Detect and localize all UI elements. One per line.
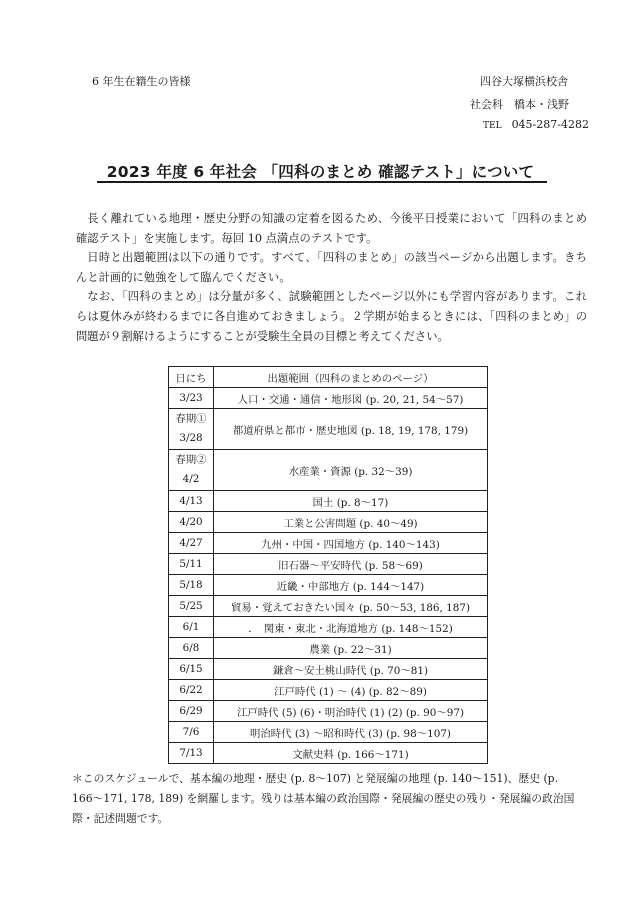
table-row xyxy=(169,743,488,764)
table-row xyxy=(169,659,488,680)
row-range: 江戸時代 (1) 〜 (4) (p. 82〜89) xyxy=(214,680,488,701)
row-date: 6/1 xyxy=(169,617,214,638)
table-row xyxy=(169,680,488,701)
recipient-line: 6 年生在籍生の皆様 xyxy=(92,75,191,88)
row-range: 文献史料 (p. 166〜171) xyxy=(214,743,488,764)
table-row xyxy=(169,638,488,659)
test-schedule-table xyxy=(168,366,488,764)
row-date: 5/11 xyxy=(169,554,214,575)
body-text xyxy=(76,209,599,346)
row-range: 旧石器〜平安時代 (p. 58〜69) xyxy=(214,554,488,575)
row-date-line1: 春期② xyxy=(175,454,207,466)
row-range: 九州・中国・四国地方 (p. 140〜143) xyxy=(214,533,488,554)
row-date: 5/18 xyxy=(169,575,214,596)
telephone-line xyxy=(483,118,589,131)
row-range: 鎌倉〜安土桃山時代 (p. 70〜81) xyxy=(214,659,488,680)
row-range: 農業 (p. 22〜31) xyxy=(214,638,488,659)
row-date: 6/29 xyxy=(169,701,214,722)
row-range: 近畿・中部地方 (p. 144〜147) xyxy=(214,575,488,596)
row-date: 7/6 xyxy=(169,722,214,743)
table-row xyxy=(169,554,488,575)
row-date: 3/23 xyxy=(169,388,214,409)
row-date-line2: 3/28 xyxy=(179,432,203,444)
table-header-row xyxy=(169,367,488,388)
row-date: 5/25 xyxy=(169,596,214,617)
row-date xyxy=(169,450,214,491)
row-range: 水産業・資源 (p. 32〜39) xyxy=(214,450,488,491)
table-row xyxy=(169,575,488,596)
row-range: 工業と公害問題 (p. 40〜49) xyxy=(214,512,488,533)
row-range: 国土 (p. 8〜17) xyxy=(214,491,488,512)
table-row xyxy=(169,722,488,743)
table-row xyxy=(169,450,488,491)
school-name: 四谷大塚横浜校舎 xyxy=(480,75,568,88)
table-row xyxy=(169,596,488,617)
row-date: 4/27 xyxy=(169,533,214,554)
table-row xyxy=(169,409,488,450)
body-paragraph-2: 日時と出題範囲は以下の通りです。すべて、「四科のまとめ」の該当ページから出題します。きちんと計画的に勉強をして臨んでください。 xyxy=(76,251,587,284)
title-underline xyxy=(97,181,547,183)
row-date xyxy=(169,409,214,450)
table-row xyxy=(169,701,488,722)
row-date: 6/22 xyxy=(169,680,214,701)
row-range: 明治時代 (3) 〜昭和時代 (3) (p. 98〜107) xyxy=(214,722,488,743)
row-range: 江戸時代 (5) (6)・明治時代 (1) (2) (p. 90〜97) xyxy=(214,701,488,722)
body-paragraph-3: なお、「四科のまとめ」は分量が多く、試験範囲としたページ以外にも学習内容があります。これらは夏休みが終わるまでに各自進めておきましょう。２学期が始まるときには、「四科のまとめ」の問題が９割解けるようにすることが受験生全員の目標と考えてください。 xyxy=(76,290,587,343)
row-range: 貿易・覚えておきたい国々 (p. 50〜53, 186, 187) xyxy=(214,596,488,617)
row-date: 7/13 xyxy=(169,743,214,764)
table-row xyxy=(169,512,488,533)
document-title: 2023 年度 6 年社会 「四科のまとめ 確認テスト」について xyxy=(106,163,535,181)
header-range: 出題範囲（四科のまとめのページ） xyxy=(214,367,488,388)
tel-label: TEL xyxy=(483,121,502,131)
body-paragraph-1: 長く離れている地理・歴史分野の知識の定着を図るため、今後平日授業において「四科のまとめ 確認テスト」を実施します。毎回 10 点満点のテストです。 xyxy=(76,212,599,245)
row-date: 4/13 xyxy=(169,491,214,512)
row-range: ． 関東・東北・北海道地方 (p. 148〜152) xyxy=(214,617,488,638)
department-teachers: 社会科 橋本・浅野 xyxy=(470,98,569,111)
row-date-line1: 春期① xyxy=(175,413,207,425)
row-date: 6/8 xyxy=(169,638,214,659)
table-row xyxy=(169,491,488,512)
table-row xyxy=(169,533,488,554)
header-date: 日にち xyxy=(169,367,214,388)
tel-number: 045-287-4282 xyxy=(511,118,589,131)
row-range: 都道府県と都市・歴史地図 (p. 18, 19, 178, 179) xyxy=(214,409,488,450)
row-date-line2: 4/2 xyxy=(182,473,200,485)
table-row xyxy=(169,388,488,409)
row-date: 4/20 xyxy=(169,512,214,533)
row-date: 6/15 xyxy=(169,659,214,680)
row-range: 人口・交通・通信・地形図 (p. 20, 21, 54〜57) xyxy=(214,388,488,409)
footnote: ＊このスケジュールで、基本編の地理・歴史 (p. 8〜107) と発展編の地理 (p. 140〜151)、歴史 (p. 166〜171, 178, 189) を網羅します。残りは基本編の政治国際・発展編の歴史の残り・発展編の政治国際・記述問題です。 xyxy=(72,772,575,825)
table-row xyxy=(169,617,488,638)
